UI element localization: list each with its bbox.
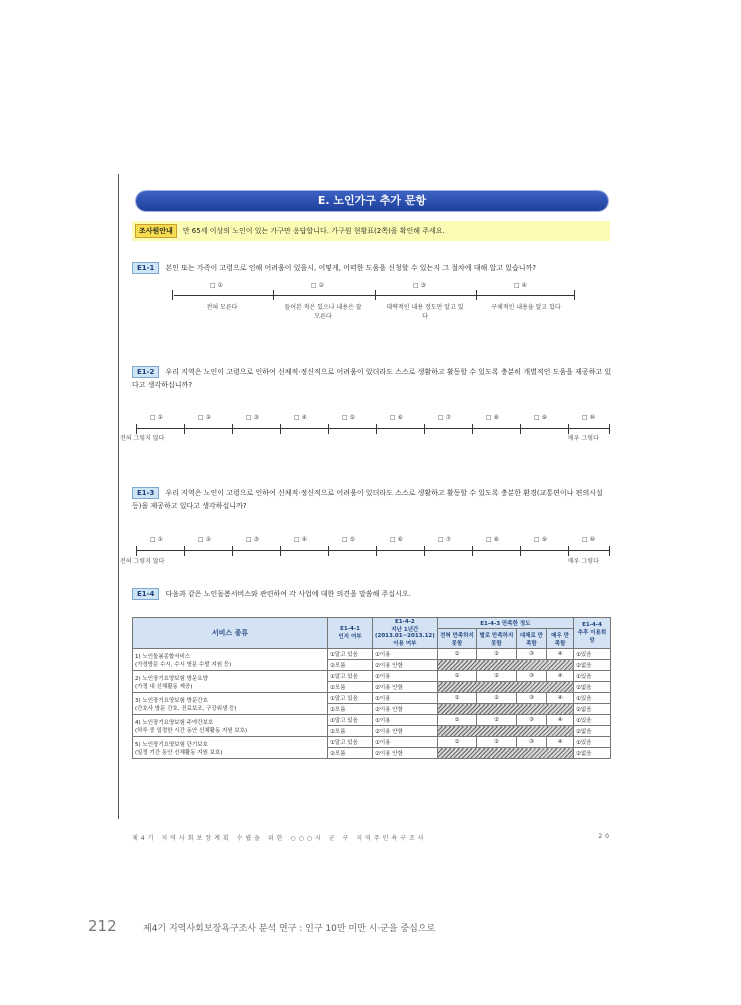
skip-area (437, 748, 573, 759)
awareness-no[interactable]: ②모름 (328, 726, 373, 737)
scale-tick (424, 424, 425, 434)
future-no[interactable]: ②없음 (574, 660, 611, 671)
scale-tick (520, 546, 521, 556)
future-yes[interactable]: ①있음 (574, 737, 611, 748)
scale-tick (375, 290, 376, 300)
scale-option[interactable]: □ ③ (246, 536, 259, 543)
question-text: 다음과 같은 노인돌봄서비스와 관련하여 각 사업에 대한 의견을 말씀해 주십시오. (165, 590, 411, 598)
skip-area (437, 660, 573, 671)
scale-tick (184, 546, 185, 556)
awareness-yes[interactable]: ①알고 있음 (328, 737, 373, 748)
service-name: 4) 노인장기요양보험 주야간보호 (하루 중 일정한 시간 동안 신체활동 지원 보호) (133, 715, 328, 737)
scale-tick (568, 546, 569, 556)
scale-option[interactable]: □ ⑧ (486, 414, 499, 421)
skip-area (437, 704, 573, 715)
interviewer-note (132, 221, 610, 241)
scale-tick (609, 546, 610, 556)
sat-1[interactable]: ① (437, 649, 476, 660)
option-label: 전혀 모른다 (206, 304, 238, 311)
section-banner: E. 노인가구 추가 문항 (136, 191, 608, 211)
awareness-no[interactable]: ②모름 (328, 748, 373, 759)
header-sat-3: 대체로 만족함 (516, 629, 547, 649)
scale-option[interactable]: □ ⑩ (582, 414, 595, 421)
question-text: 우리 지역은 노인이 고령으로 인하여 신체적·정신적으로 어려움이 있더라도 스스로 생활하고 활동할 수 있도록 충분한 환경(교통편이나 편의시설 등)을 제공하고 있다고 생각하십니까? (132, 489, 603, 510)
sat-1[interactable]: ① (437, 737, 476, 748)
scale-option[interactable]: □ ⑤ (342, 536, 355, 543)
header-usage: E1-4-2 지난 1년간 (2013.01~2013.12) 이용 여부 (373, 618, 438, 649)
scale-right-label: 매우 그렇다 (568, 435, 599, 442)
service-table (132, 617, 611, 759)
scale-tick (273, 290, 274, 300)
sat-3[interactable]: ③ (516, 715, 547, 726)
future-no[interactable]: ②없음 (574, 704, 611, 715)
scale-line (174, 295, 574, 296)
scale-tick (280, 424, 281, 434)
usage-yes[interactable]: ①이용 (373, 715, 438, 726)
scale-option[interactable]: □ ⑧ (486, 536, 499, 543)
running-title: 제4기 지역사회보장욕구조사 분석 연구 : 인구 10만 미만 시·군을 중심으로 (143, 924, 436, 934)
usage-yes[interactable]: ①이용 (373, 693, 438, 704)
scale-tick (424, 546, 425, 556)
header-satisfaction: E1-4-3 만족한 정도 (437, 618, 573, 629)
sat-3[interactable]: ③ (516, 693, 547, 704)
awareness-yes[interactable]: ①알고 있음 (328, 671, 373, 682)
sat-1[interactable]: ① (437, 671, 476, 682)
scale-option[interactable]: □ ② (198, 414, 211, 421)
scale-left-label: 전혀 그렇지 않다 (120, 435, 165, 442)
skip-area (437, 726, 573, 737)
question-tag: E1-1 (132, 262, 159, 274)
scale-option[interactable]: □ ⑤ (342, 414, 355, 421)
sat-3[interactable]: ③ (516, 671, 547, 682)
awareness-yes[interactable]: ①알고 있음 (328, 649, 373, 660)
question-e1-2 (132, 366, 612, 392)
sat-2[interactable]: ② (477, 671, 516, 682)
scale-option[interactable]: □ ④ (294, 536, 307, 543)
scale-right-label: 매우 그렇다 (568, 558, 599, 565)
sat-1[interactable]: ① (437, 715, 476, 726)
awareness-no[interactable]: ②모름 (328, 660, 373, 671)
header-service: 서비스 종류 (133, 618, 328, 649)
table-row (133, 649, 611, 660)
scale-tick (184, 424, 185, 434)
scale-option[interactable]: □ ⑨ (534, 414, 547, 421)
sat-3[interactable]: ③ (516, 649, 547, 660)
scale-tick (280, 546, 281, 556)
service-name: 1) 노인돌봄종합서비스 (가정방문 수시, 수시 방문 수발 지원 등) (133, 649, 328, 671)
scale-option[interactable]: □ ② (198, 536, 211, 543)
sat-3[interactable]: ③ (516, 737, 547, 748)
header-sat-4: 매우 만족함 (547, 629, 574, 649)
inner-footer-text: 제4기 지역사회보장계획 수립을 위한 ○○○시 군 구 지역주민욕구조사 (132, 835, 427, 842)
scale-option[interactable]: □ ⑨ (534, 536, 547, 543)
option-checkbox[interactable]: □ ① (210, 282, 223, 289)
future-no[interactable]: ②없음 (574, 726, 611, 737)
scale-tick (376, 546, 377, 556)
option-label: 들어본 적은 있으나 내용은 잘 모른다 (284, 304, 362, 320)
table-row (133, 737, 611, 748)
table-row (133, 671, 611, 682)
scale-option[interactable]: □ ⑥ (390, 414, 403, 421)
scale-tick (328, 424, 329, 434)
sat-2[interactable]: ② (477, 715, 516, 726)
scale-option[interactable]: □ ⑥ (390, 536, 403, 543)
inner-page-number: 20 (598, 833, 612, 840)
question-tag: E1-3 (132, 487, 159, 499)
service-name: 3) 노인장기요양보험 방문간호 (간호사 방문 간호, 진료보조, 구강위생 등) (133, 693, 328, 715)
sat-2[interactable]: ② (477, 693, 516, 704)
usage-no[interactable]: ②이용 안함 (373, 726, 438, 737)
sat-4[interactable]: ④ (547, 715, 574, 726)
note-text: 만 65세 이상의 노인이 있는 가구만 응답합니다. 가구원 현황표(2쪽)을 확인해 주세요. (182, 227, 445, 235)
sat-4[interactable]: ④ (547, 737, 574, 748)
future-yes[interactable]: ①있음 (574, 649, 611, 660)
option-checkbox[interactable]: □ ③ (413, 282, 426, 289)
usage-yes[interactable]: ①이용 (373, 671, 438, 682)
scale-tick (476, 290, 477, 300)
awareness-no[interactable]: ②모름 (328, 704, 373, 715)
scale-tick (136, 546, 137, 556)
scale-option[interactable]: □ ⑦ (438, 414, 451, 421)
usage-no[interactable]: ②이용 안함 (373, 704, 438, 715)
table-row (133, 715, 611, 726)
usage-yes[interactable]: ①이용 (373, 649, 438, 660)
sat-4[interactable]: ④ (547, 693, 574, 704)
question-e1-1 (132, 262, 612, 275)
awareness-yes[interactable]: ①알고 있음 (328, 693, 373, 704)
header-awareness: E1-4-1 인지 여부 (328, 618, 373, 649)
scale-option[interactable]: □ ⑦ (438, 536, 451, 543)
scale-line (136, 550, 610, 551)
sat-4[interactable]: ④ (547, 649, 574, 660)
note-tag: 조사원안내 (135, 224, 177, 238)
future-yes[interactable]: ①있음 (574, 671, 611, 682)
header-sat-2: 별로 만족하지 못함 (477, 629, 516, 649)
scale-tick (232, 424, 233, 434)
scale-tick (520, 424, 521, 434)
scale-tick (609, 424, 610, 434)
usage-no[interactable]: ②이용 안함 (373, 682, 438, 693)
usage-yes[interactable]: ①이용 (373, 737, 438, 748)
awareness-no[interactable]: ②모름 (328, 682, 373, 693)
service-name: 5) 노인장기요양보험 단기보호 (일정 기간 동안 신체활동 지원 보호) (133, 737, 328, 759)
question-tag: E1-4 (132, 588, 159, 600)
header-sat-1: 전혀 만족하지 못함 (437, 629, 476, 649)
scale-option[interactable]: □ ④ (294, 414, 307, 421)
usage-no[interactable]: ②이용 안함 (373, 660, 438, 671)
option-checkbox[interactable]: □ ② (311, 282, 324, 289)
scale-tick (232, 546, 233, 556)
inner-footer (132, 833, 612, 842)
sat-2[interactable]: ② (477, 649, 516, 660)
scale-tick (472, 546, 473, 556)
scale-option[interactable]: □ ① (150, 414, 163, 421)
question-tag: E1-2 (132, 366, 159, 378)
sat-1[interactable]: ① (437, 693, 476, 704)
scale-tick (172, 290, 173, 300)
future-no[interactable]: ②없음 (574, 682, 611, 693)
awareness-yes[interactable]: ①알고 있음 (328, 715, 373, 726)
scale-option[interactable]: □ ③ (246, 414, 259, 421)
question-e1-3 (132, 487, 612, 513)
option-label: 대략적인 내용 정도만 알고 있다 (386, 304, 464, 320)
option-label: 구체적인 내용을 알고 있다 (491, 304, 561, 311)
sheet-border (118, 174, 119, 819)
sat-4[interactable]: ④ (547, 671, 574, 682)
scale-tick (328, 546, 329, 556)
sat-2[interactable]: ② (477, 737, 516, 748)
scale-line (136, 428, 610, 429)
scale-tick (472, 424, 473, 434)
scale-tick (574, 290, 575, 300)
scale-option[interactable]: □ ⑩ (582, 536, 595, 543)
usage-no[interactable]: ②이용 안함 (373, 748, 438, 759)
scale-left-label: 전혀 그렇지 않다 (120, 558, 165, 565)
skip-area (437, 682, 573, 693)
service-name: 2) 노인장기요양보험 방문요양 (가정 내 신체활동 제공) (133, 671, 328, 693)
future-no[interactable]: ②없음 (574, 748, 611, 759)
question-text: 우리 지역은 노인이 고령으로 인하여 신체적·정신적으로 어려움이 있더라도 스스로 생활하고 활동할 수 있도록 충분히 개별적인 도움을 제공하고 있다고 생각하십니까? (132, 368, 612, 389)
future-yes[interactable]: ①있음 (574, 693, 611, 704)
question-e1-4 (132, 588, 612, 601)
table-row (133, 693, 611, 704)
page-number: 212 (88, 917, 117, 935)
header-future-use: E1-4-4 추후 이용희망 (574, 618, 611, 649)
scale-tick (376, 424, 377, 434)
option-checkbox[interactable]: □ ④ (514, 282, 527, 289)
question-text: 본인 또는 가족이 고령으로 인해 어려움이 있을시, 어떻게, 어떠한 도움을 신청할 수 있는지 그 절차에 대해 알고 있습니까? (165, 264, 537, 272)
future-yes[interactable]: ①있음 (574, 715, 611, 726)
scale-option[interactable]: □ ① (150, 536, 163, 543)
